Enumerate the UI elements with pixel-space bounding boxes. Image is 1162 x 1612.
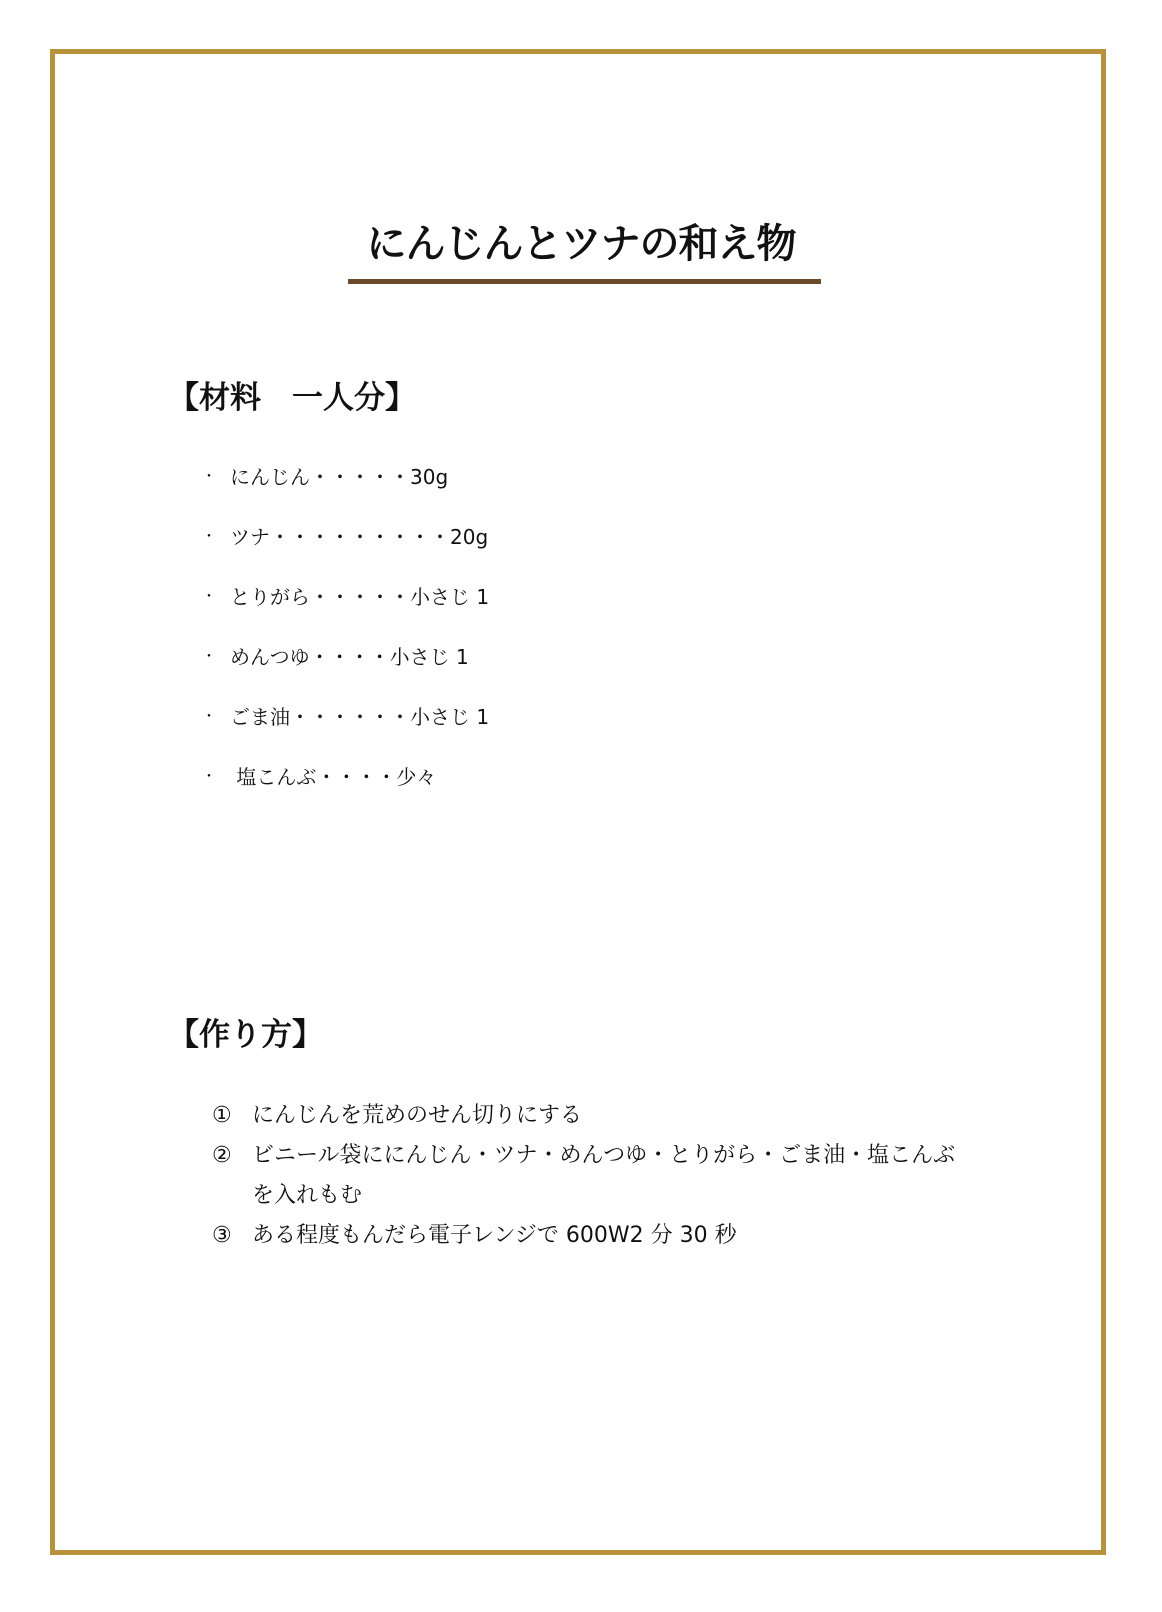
step-text: にんじんを荒めのせん切りにする (252, 1103, 583, 1128)
ingredient-item (202, 702, 489, 762)
bullet-icon: ・ (202, 469, 216, 485)
bullet-icon: ・ (202, 769, 216, 785)
step-list (212, 1096, 972, 1256)
step-item (212, 1216, 972, 1256)
ingredient-text: ツナ・・・・・・・・・20g (230, 525, 489, 549)
step-number: ③ (212, 1223, 232, 1248)
step-number: ① (212, 1103, 232, 1128)
ingredient-item (202, 582, 489, 642)
step-number: ② (212, 1143, 232, 1168)
ingredient-item (202, 642, 489, 702)
bullet-icon: ・ (202, 529, 216, 545)
step-text: ある程度もんだら電子レンジで 600W2 分 30 秒 (252, 1223, 737, 1248)
bullet-icon: ・ (202, 589, 216, 605)
ingredient-item (202, 522, 489, 582)
ingredient-text: 塩こんぶ・・・・少々 (230, 765, 437, 789)
ingredient-text: にんじん・・・・・30g (230, 465, 449, 489)
ingredient-text: ごま油・・・・・・小さじ 1 (230, 705, 490, 729)
recipe-title: にんじんとツナの和え物 (366, 221, 796, 267)
bullet-icon: ・ (202, 709, 216, 725)
method-heading: 【作り方】 (168, 1017, 323, 1053)
ingredients-heading: 【材料 一人分】 (168, 380, 416, 416)
step-item (212, 1096, 972, 1136)
ingredient-item (202, 762, 489, 822)
bullet-icon: ・ (202, 649, 216, 665)
step-text: ビニール袋ににんじん・ツナ・めんつゆ・とりがら・ごま油・塩こんぶを入れもむ (252, 1143, 956, 1208)
ingredient-text: とりがら・・・・・小さじ 1 (230, 585, 490, 609)
ingredient-list (202, 462, 489, 822)
ingredient-text: めんつゆ・・・・小さじ 1 (230, 645, 469, 669)
step-item (212, 1136, 972, 1216)
title-underline (348, 279, 821, 284)
ingredient-item (202, 462, 489, 522)
